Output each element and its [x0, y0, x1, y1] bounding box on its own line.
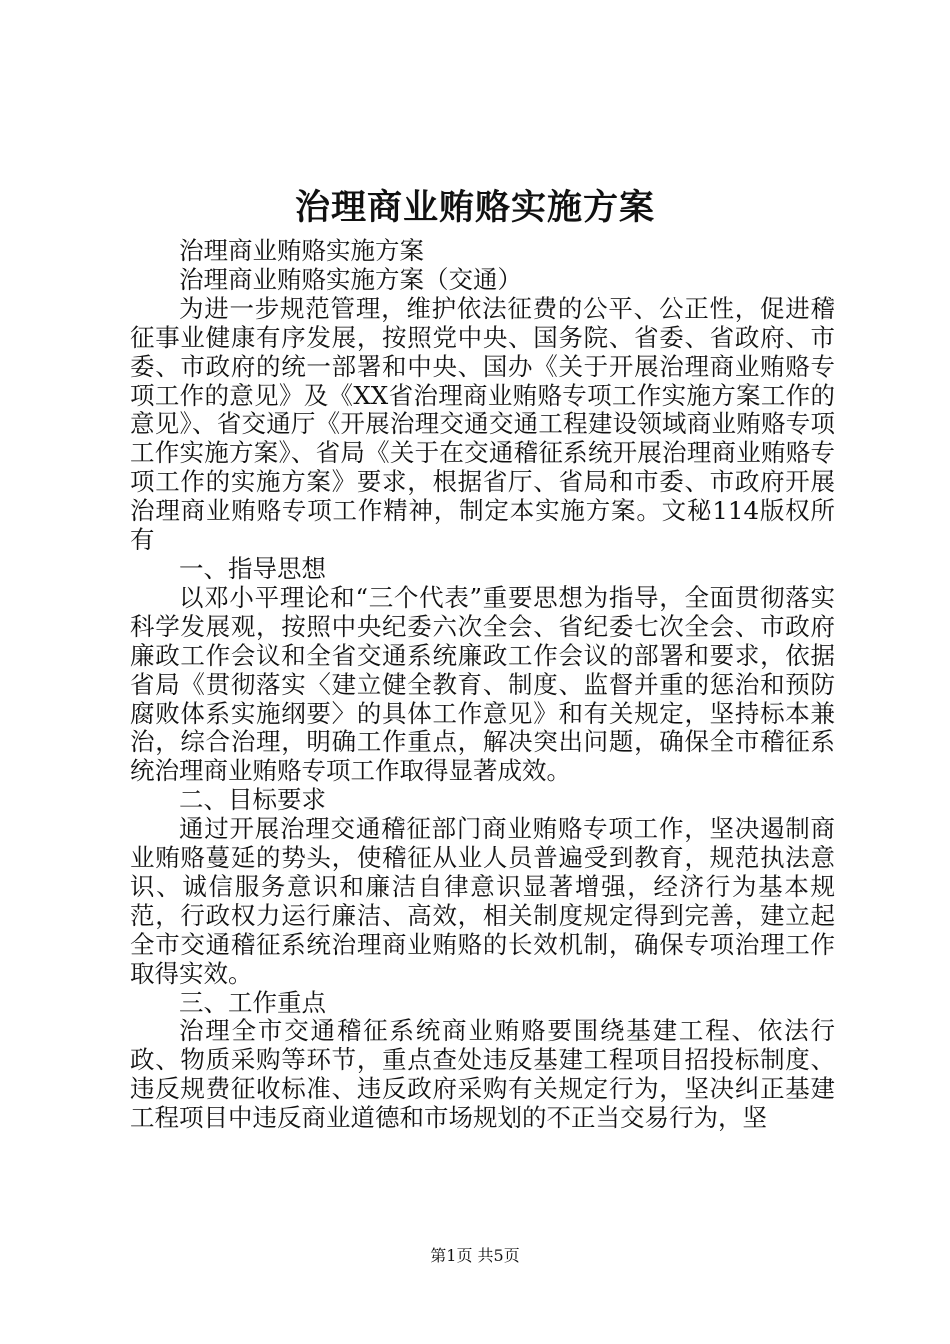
paragraph-guiding-thought: 以邓小平理论和“三个代表”重要思想为指导，全面贯彻落实科学发展观，按照中央纪委六次全会、省纪委七次全会、市政府廉政工作会议和全省交通系统廉政工作会议的部署和要求，依据省局《贯彻落实〈建立健全教育、制度、监督并重的惩治和预防腐败体系实施纲要〉的具体工作意见》和有关规定，坚持标本兼治，综合治理，明确工作重点，解决突出问题，确保全市稽征系统治理商业贿赂专项工作取得显著成效。 [130, 582, 835, 786]
paragraph-goals: 通过开展治理交通稽征部门商业贿赂专项工作，坚决遏制商业贿赂蔓延的势头，使稽征从业人员普遍受到教育，规范执法意识、诚信服务意识和廉洁自律意识显著增强，经济行为基本规范，行政权力运行廉洁、高效，相关制度规定得到完善，建立起全市交通稽征系统治理商业贿赂的长效机制，确保专项治理工作取得实效。 [130, 814, 835, 988]
paragraph-subtitle: 治理商业贿赂实施方案（交通） [179, 264, 522, 294]
document-body [130, 237, 835, 1133]
section-heading-goals: 二、目标要求 [179, 785, 326, 815]
paragraph-intro: 为进一步规范管理，维护依法征费的公平、公正性，促进稽征事业健康有序发展，按照党中央、国务院、省委、省政府、市委、市政府的统一部署和中央、国办《关于开展治理商业贿赂专项工作的意见》及《XX省治理商业贿赂专项工作实施方案工作的意见》、省交通厅《开展治理交通交通工程建设领域商业贿赂专项工作实施方案》、省局《关于在交通稽征系统开展治理商业贿赂专项工作的实施方案》要求，根据省厅、省局和市委、市政府开展治理商业贿赂专项工作精神，制定本实施方案。文秘114版权所有 [130, 293, 835, 555]
paragraph-heading-repeat: 治理商业贿赂实施方案 [179, 236, 424, 265]
section-heading-key-work: 三、工作重点 [179, 987, 326, 1017]
document-title: 治理商业贿赂实施方案 [294, 187, 655, 228]
paragraph-key-work: 治理全市交通稽征系统商业贿赂要围绕基建工程、依法行政、物质采购等环节，重点查处违反基建工程项目招投标制度、违反规费征收标准、违反政府采购有关规定行为，坚决纠正基建工程项目中违反商业道德和市场规划的不正当交易行为，坚 [130, 1016, 835, 1133]
section-heading-guiding-thought: 一、指导思想 [179, 553, 326, 583]
page-number-footer: 第1页 共5页 [430, 1246, 520, 1265]
